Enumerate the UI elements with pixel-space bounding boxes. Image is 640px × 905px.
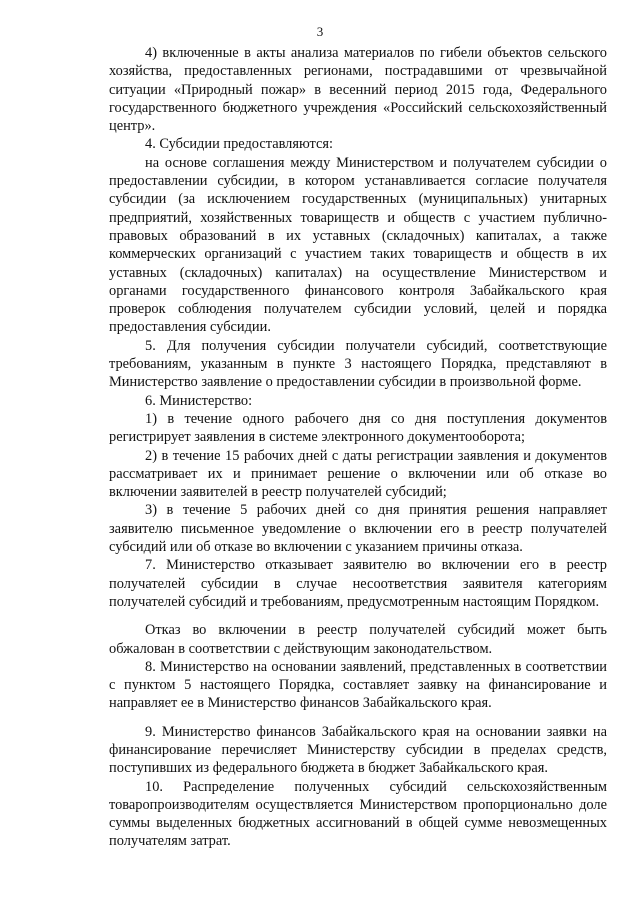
paragraph-section-6-item-2: 2) в течение 15 рабочих дней с даты регистрации заявления и документов рассматривает их и принимает решение о включении или об отказе во включении заявителей в реестр получателей субсидий; [109,447,607,501]
paragraph-section-8: 8. Министерство на основании заявлений, представленных в соответствии с пунктом 5 настоящего Порядка, составляет заявку на финансирование и направляет ее в Министерство финансов Забайкальского края. [109,658,607,712]
paragraph-section-9: 9. Министерство финансов Забайкальского края на основании заявки на финансирование перечисляет Министерству субсидии в пределах средств, поступивших из федерального бюджета в бюджет Забайкальского края. [109,723,607,777]
paragraph-section-6-item-3: 3) в течение 5 рабочих дней со дня принятия решения направляет заявителю письменное уведомление о включении его в реестр получателей субсидий или об отказе во включении с указанием причины отказа. [109,502,607,556]
paragraph-section-10: 10. Распределение полученных субсидий сельскохозяйственным товаропроизводителям осуществляется Министерством пропорционально доле суммы выделенных бюджетных ассигнований в общей сумме невозмещенных получателям затрат. [109,778,607,850]
paragraph-section-5: 5. Для получения субсидии получатели субсидий, соответствующие требованиям, указанным в пункте 3 настоящего Порядка, представляют в Министерство заявление о предоставлении субсидии в произвольной форме. [109,337,607,391]
paragraph-section-4-heading: 4. Субсидии предоставляются: [145,136,334,153]
paragraph-item-4: 4) включенные в акты анализа материалов по гибели объектов сельского хозяйства, предоставленных регионами, пострадавшими от чрезвычайной ситуации «Природный пожар» в весенний период 2015 года, Федерального государственного бюджетного учреждения «Российский сельскохозяйственный центр». [109,45,607,135]
paragraph-section-4-body: на основе соглашения между Министерством и получателем субсидии о предоставлении субсидии, в котором устанавливается согласие получателя субсидии (за исключением государственных (муниципальных) унитарных предприятий, хозяйственных товариществ и обществ с участием публично-правовых образований в их уставных (складочных) капиталах, а также коммерческих организаций с участием таких товариществ и обществ в их уставных (складочных) капиталах) на осуществление Министерством и органами государственного финансового контроля Забайкальского края проверок соблюдения получателем субсидии условий, целей и порядка предоставления субсидии. [109,154,607,336]
page-number: 3 [316,24,324,39]
paragraph-section-7: 7. Министерство отказывает заявителю во включении его в реестр получателей субсидии в случае несоответствия заявителя категориям получателей субсидий и требованиям, предусмотренным настоящим Порядком. [109,557,607,610]
paragraph-section-6-item-1: 1) в течение одного рабочего дня со дня поступления документов регистрирует заявления в системе электронного документооборота; [109,410,607,446]
paragraph-appeal: Отказ во включении в реестр получателей субсидий может быть обжалован в соответствии с действующим законодательством. [109,622,607,657]
document-body [109,44,607,851]
paragraph-section-6-heading: 6. Министерство: [145,392,253,409]
